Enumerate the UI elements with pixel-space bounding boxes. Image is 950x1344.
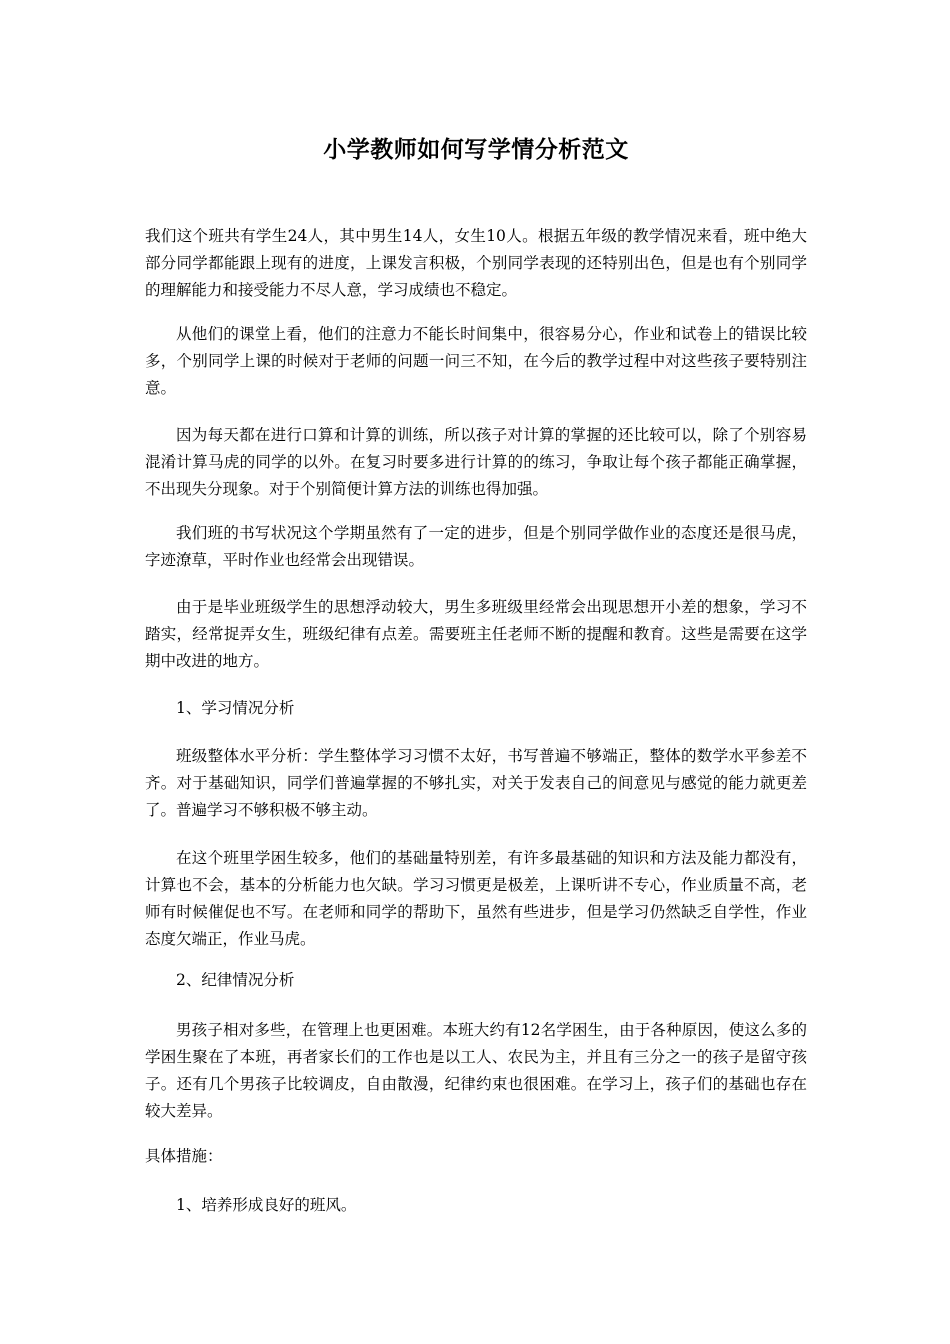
paragraph-handwriting: 我们班的书写状况这个学期虽然有了一定的进步，但是个别同学做作业的态度还是很马虎，字迹潦草，平时作业也经常会出现错误。	[145, 524, 807, 569]
measures-label: 具体措施：	[145, 1147, 223, 1165]
document-title: 小学教师如何写学情分析范文	[323, 136, 629, 163]
paragraph-class-overview: 我们这个班共有学生24人，其中男生14人，女生10人。根据五年级的教学情况来看，班中绝大部分同学都能跟上现有的进度，上课发言积极，个别同学表现的还特别出色，但是也有个别同学的理解能力和接受能力不尽人意，学习成绩也不稳定。	[145, 227, 807, 299]
section-heading-learning: 1、学习情况分析	[176, 699, 295, 717]
paragraph-discipline-issues: 由于是毕业班级学生的思想浮动较大，男生多班级里经常会出现思想开小差的想象，学习不踏实，经常捉弄女生，班级纪律有点差。需要班主任老师不断的提醒和教育。这些是需要在这学期中改进的地方。	[145, 598, 807, 670]
measure-item-1: 1、培养形成良好的班风。	[176, 1196, 357, 1214]
paragraph-calculation-training: 因为每天都在进行口算和计算的训练，所以孩子对计算的掌握的还比较可以，除了个别容易混淆计算马虎的同学的以外。在复习时要多进行计算的的练习，争取让每个孩子都能正确掌握，不出现失分现象。对于个别简便计算方法的训练也得加强。	[145, 426, 807, 498]
paragraph-discipline-analysis: 男孩子相对多些，在管理上也更困难。本班大约有12名学困生，由于各种原因，使这么多的学困生聚在了本班，再者家长们的工作也是以工人、农民为主，并且有三分之一的孩子是留守孩子。还有几个男孩子比较调皮，自由散漫，纪律约束也很困难。在学习上，孩子们的基础也存在较大差异。	[145, 1021, 807, 1120]
paragraph-overall-level: 班级整体水平分析：学生整体学习习惯不太好，书写普遍不够端正，整体的数学水平参差不齐。对于基础知识，同学们普遍掌握的不够扎实，对关于发表自己的间意见与感觉的能力就更差了。普遍学习不够积极不够主动。	[145, 747, 807, 819]
paragraph-classroom-attention: 从他们的课堂上看，他们的注意力不能长时间集中，很容易分心，作业和试卷上的错误比较多，个别同学上课的时候对于老师的问题一问三不知，在今后的教学过程中对这些孩子要特别注意。	[145, 325, 807, 397]
section-heading-discipline: 2、纪律情况分析	[176, 971, 295, 989]
paragraph-struggling-students: 在这个班里学困生较多，他们的基础量特别差，有许多最基础的知识和方法及能力都没有，计算也不会，基本的分析能力也欠缺。学习习惯更是极差，上课听讲不专心，作业质量不高，老师有时候催促也不写。在老师和同学的帮助下，虽然有些进步，但是学习仍然缺乏自学性，作业态度欠端正，作业马虎。	[145, 849, 807, 948]
